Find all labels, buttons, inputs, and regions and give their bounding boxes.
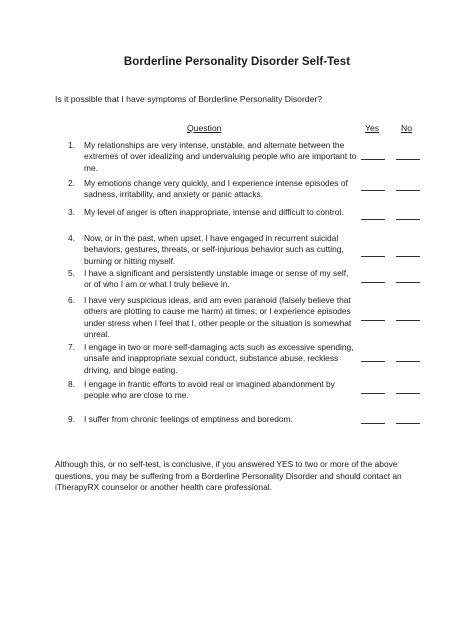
question-number: 4. bbox=[68, 233, 75, 243]
yes-answer-blank-1[interactable] bbox=[361, 159, 385, 160]
question-item-7 bbox=[68, 342, 358, 376]
question-column-header: Question bbox=[187, 123, 222, 133]
question-number: 5. bbox=[68, 268, 75, 278]
question-item-8 bbox=[68, 379, 358, 402]
yes-column-header: Yes bbox=[365, 123, 380, 133]
question-number: 1. bbox=[68, 140, 75, 150]
question-text: I have very suspicious ideas, and am even paranoid (falsely believe that others are plotting to cause me harm) at times; or I experience episodes under stress when I feel that I, other people or the situation is somewhat unreal. bbox=[84, 295, 352, 339]
no-answer-blank-2[interactable] bbox=[396, 190, 420, 191]
question-text: Now, or in the past, when upset, I have engaged in recurrent suicidal behaviors, gestures, threats, or self-injurious behavior such as cutting, burning or hitting myself. bbox=[84, 233, 344, 266]
question-text: I engage in two or more self-damaging acts such as excessive spending, unsafe and inappropriate sexual conduct, substance abuse, reckless driving, and binge eating. bbox=[84, 342, 354, 375]
no-answer-blank-1[interactable] bbox=[396, 159, 420, 160]
question-text: I have a significant and persistently unstable image or sense of my self, or of who I am or what I truly believe in. bbox=[84, 268, 349, 290]
question-text: My emotions change very quickly, and I experience intense episodes of sadness, irritability, and anxiety or panic attacks. bbox=[84, 178, 348, 200]
yes-answer-blank-6[interactable] bbox=[361, 320, 385, 321]
yes-answer-blank-2[interactable] bbox=[361, 190, 385, 191]
question-item-2 bbox=[68, 178, 358, 201]
question-item-4 bbox=[68, 233, 358, 267]
conclusion-text: Although this, or no self-test, is conclusive, if you answered YES to two or more of the above questions, you may be suffering from a Borderline Personality Disorder and should contact an iTherapyRX counselor or another health care professional. bbox=[55, 459, 402, 493]
yes-answer-blank-8[interactable] bbox=[361, 393, 385, 394]
question-text: My level of anger is often inappropriate, intense and difficult to control. bbox=[84, 207, 344, 217]
yes-answer-blank-3[interactable] bbox=[361, 219, 385, 220]
intro-text: Is it possible that I have symptoms of Borderline Personality Disorder? bbox=[55, 94, 323, 104]
yes-answer-blank-9[interactable] bbox=[361, 423, 385, 424]
question-number: 8. bbox=[68, 379, 75, 389]
no-answer-blank-5[interactable] bbox=[396, 282, 420, 283]
question-number: 2. bbox=[68, 178, 75, 188]
no-column-header: No bbox=[401, 123, 412, 133]
question-number: 6. bbox=[68, 295, 75, 305]
no-answer-blank-4[interactable] bbox=[396, 256, 420, 257]
question-item-3 bbox=[68, 207, 358, 218]
document-title: Borderline Personality Disorder Self-Test bbox=[123, 56, 351, 68]
question-item-6 bbox=[68, 295, 358, 340]
no-answer-blank-3[interactable] bbox=[396, 219, 420, 220]
question-text: I engage in frantic efforts to avoid real or imagined abandonment by people who are close to me. bbox=[84, 379, 335, 401]
question-text: My relationships are very intense, unstable, and alternate between the extremes of over idealizing and undervaluing people who are important to me. bbox=[84, 140, 357, 173]
question-item-9 bbox=[68, 414, 358, 425]
question-number: 3. bbox=[68, 207, 75, 217]
question-number: 9. bbox=[68, 414, 75, 424]
question-number: 7. bbox=[68, 342, 75, 352]
question-text: I suffer from chronic feelings of emptiness and boredom. bbox=[84, 414, 293, 424]
no-answer-blank-6[interactable] bbox=[396, 320, 420, 321]
yes-answer-blank-7[interactable] bbox=[361, 361, 385, 362]
yes-answer-blank-4[interactable] bbox=[361, 256, 385, 257]
no-answer-blank-8[interactable] bbox=[396, 393, 420, 394]
question-item-5 bbox=[68, 268, 358, 291]
yes-answer-blank-5[interactable] bbox=[361, 282, 385, 283]
no-answer-blank-7[interactable] bbox=[396, 361, 420, 362]
question-item-1 bbox=[68, 140, 358, 174]
no-answer-blank-9[interactable] bbox=[396, 423, 420, 424]
